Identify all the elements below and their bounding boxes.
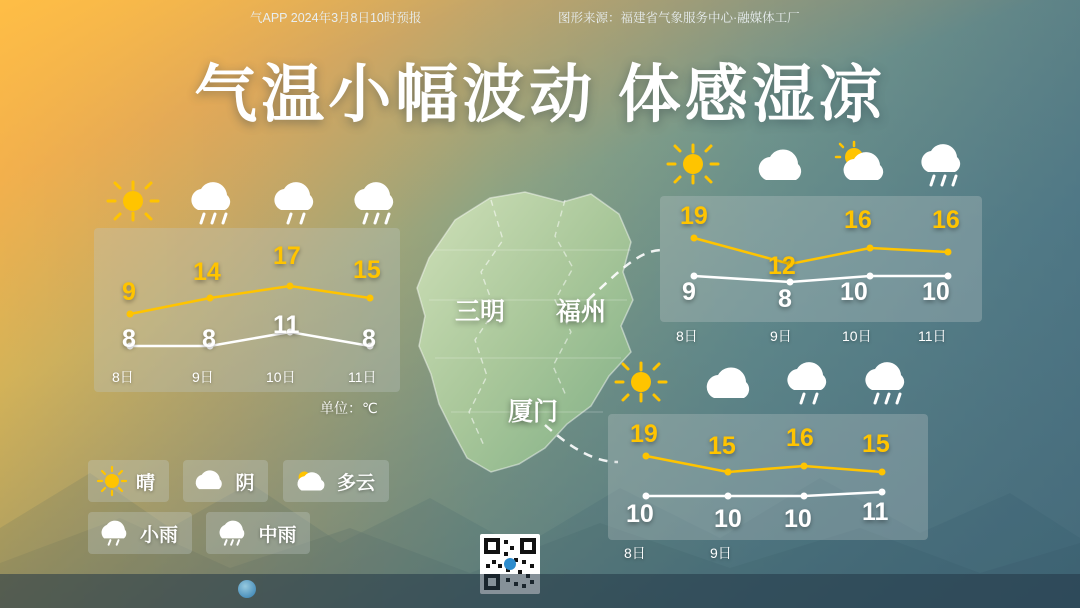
sun-icon	[612, 358, 670, 406]
low-temp-value: 10	[840, 278, 868, 306]
legend-label: 多云	[336, 472, 375, 494]
light-rain-icon	[778, 360, 840, 408]
low-temp-value: 10	[714, 505, 742, 533]
legend-label: 阴	[235, 472, 255, 494]
day-label: 8日	[676, 328, 698, 344]
footer-bar	[0, 574, 1080, 608]
sun-icon	[96, 465, 128, 497]
legend-label: 晴	[136, 472, 156, 494]
day-label: 9日	[710, 545, 732, 561]
day-label: 8日	[112, 369, 134, 385]
legend-item-light-rain	[88, 512, 192, 554]
light-rain-icon	[265, 180, 325, 228]
high-temp-value: 15	[862, 430, 890, 458]
legend-item-sunny	[88, 460, 169, 502]
sun-cloud-icon	[832, 140, 896, 188]
footer-right-text: 图形来源：福建省气象服务中心·融媒体工厂	[558, 11, 800, 25]
high-temp-value: 16	[932, 206, 960, 234]
low-temp-value: 11	[862, 498, 889, 526]
high-temp-value: 14	[193, 258, 221, 286]
low-temp-value: 8	[202, 325, 216, 353]
footer-left-text: 气APP 2024年3月8日10时预报	[250, 11, 422, 25]
legend-label: 小雨	[140, 524, 179, 546]
unit-note: 单位：℃	[320, 400, 378, 416]
low-temp-value: 11	[273, 311, 300, 339]
day-label: 10日	[266, 369, 296, 385]
cloud-icon	[752, 144, 814, 188]
high-temp-value: 15	[353, 256, 381, 284]
moderate-rain-icon	[182, 180, 242, 228]
high-temp-value: 12	[768, 252, 796, 280]
legend	[88, 460, 428, 564]
moderate-rain-icon	[345, 180, 405, 228]
cloud-icon	[700, 362, 762, 406]
page-title: 气温小幅波动 体感湿凉	[194, 60, 886, 130]
high-temp-value: 17	[273, 242, 301, 270]
high-temp-value: 16	[786, 424, 814, 452]
day-label: 8日	[624, 545, 646, 561]
map-label-fuzhou: 福州	[556, 298, 607, 326]
high-temp-value: 16	[844, 206, 872, 234]
day-label: 9日	[770, 328, 792, 344]
moderate-rain-icon	[214, 519, 250, 547]
legend-label: 中雨	[258, 524, 297, 546]
high-temp-value: 19	[680, 202, 708, 230]
map-label-xiamen: 厦门	[508, 398, 559, 426]
sun-cloud-icon	[291, 467, 329, 495]
day-label: 11日	[918, 328, 947, 344]
sun-icon	[664, 140, 722, 188]
legend-item-overcast	[183, 460, 268, 502]
low-temp-value: 10	[626, 500, 654, 528]
day-label: 10日	[842, 328, 872, 344]
moderate-rain-icon	[912, 140, 974, 190]
legend-item-moderate-rain	[206, 512, 310, 554]
app-logo	[238, 580, 256, 598]
high-temp-value: 15	[708, 432, 736, 460]
light-rain-icon	[96, 519, 132, 547]
day-label: 11日	[348, 369, 377, 385]
cloud-icon	[191, 468, 227, 494]
low-temp-value: 10	[784, 505, 812, 533]
low-temp-value: 8	[122, 325, 136, 353]
low-temp-value: 9	[682, 278, 696, 306]
low-temp-value: 10	[922, 278, 950, 306]
moderate-rain-icon	[856, 358, 918, 408]
map-label-sanming: 三明	[455, 298, 506, 326]
high-temp-value: 19	[630, 420, 658, 448]
low-temp-value: 8	[362, 325, 376, 353]
legend-item-cloudy	[283, 460, 389, 502]
low-temp-value: 8	[778, 285, 792, 313]
day-label: 9日	[192, 369, 214, 385]
high-temp-value: 9	[122, 278, 136, 306]
sun-icon	[104, 178, 162, 224]
